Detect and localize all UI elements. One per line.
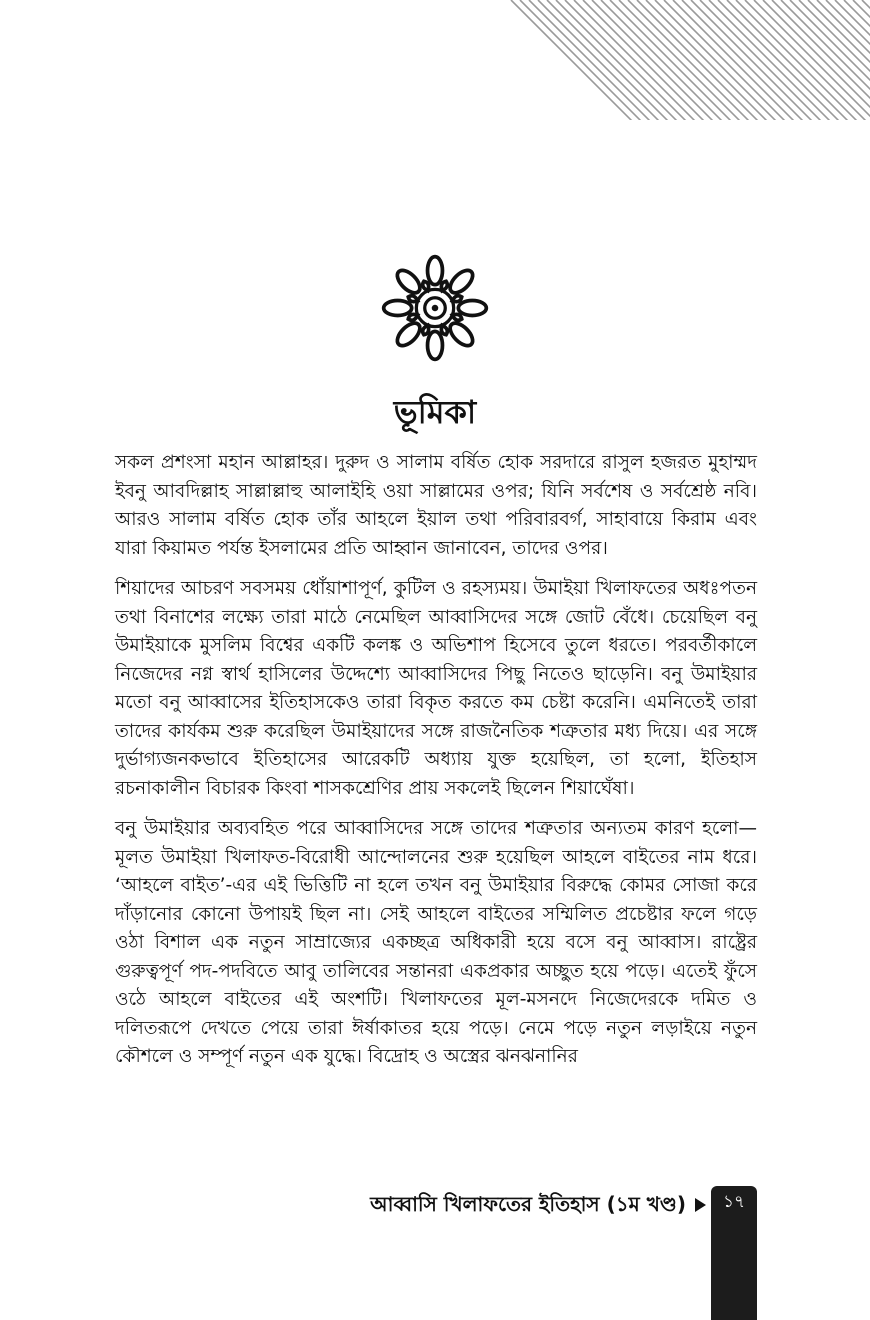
ornament-petal: [393, 266, 423, 296]
triangle-right-icon: [695, 1198, 706, 1212]
page-number: ১৭: [722, 1192, 746, 1212]
stripe-line: [484, 0, 614, 120]
floral-ornament-icon: [378, 252, 492, 364]
stripe-line: [466, 0, 596, 120]
ornament-petal: [458, 301, 486, 316]
ornament-petal: [428, 257, 443, 285]
page-number-tab: [711, 1186, 757, 1320]
paragraph-2: শিয়াদের আচরণ সবসময় ধোঁয়াশাপূর্ণ, কুটিল ও রহস্যময়। উমাইয়া খিলাফতের অধঃপতন তথা বিনাশের লক্ষ্যে তারা মাঠে নেমেছিল আব্বাসিদের সঙ্গে জোট বেঁধে। চেয়েছিল বনু উমাইয়াকে মুসলিম বিশ্বের একটি কলঙ্ক ও অভিশাপ হিসেবে তুলে ধরতে। পরবর্তীকালে নিজেদের নগ্ন স্বার্থ হাসিলের উদ্দেশ্যে আব্বাসিদের পিছু নিতেও ছাড়েনি। বনু উমাইয়ার মতো বনু আব্বাসের ইতিহাসকেও তারা বিকৃত করতে কম চেষ্টা করেনি। এমনিতেই তারা তাদের কার্যকম শুরু করেছিল উমাইয়াদের সঙ্গে রাজনৈতিক শত্রুতার মধ্য দিয়ে। এর সঙ্গে দুর্ভাগ্যজনকভাবে ইতিহাসের আরেকটি অধ্যায় যুক্ত হয়েছিল, তা হলো, ইতিহাস রচনাকালীন বিচারক কিংবা শাসকশ্রেণির প্রায় সকলেই ছিলেন শিয়াঘেঁষা।: [115, 578, 757, 799]
stripe-line: [439, 0, 569, 120]
corner-stripes-decoration: [0, 0, 870, 120]
page-title: ভূমিকা: [393, 393, 477, 431]
stripe-line: [430, 0, 560, 120]
ornament-petal: [384, 301, 412, 316]
paragraph-3: বনু উমাইয়ার অব্যবহিত পরে আব্বাসিদের সঙ্গে তাদের শত্রুতার অন্যতম কারণ হলো—মূলত উমাইয়া খিলাফত-বিরোধী আন্দোলনের শুরু হয়েছিল আহলে বাইতের নাম ধরে। ‘আহলে বাইত’-এর এই ভিত্তিটি না হলে তখন বনু উমাইয়ার বিরুদ্ধে কোমর সোজা করে দাঁড়ানোর কোনো উপায়ই ছিল না। সেই আহলে বাইতের সম্মিলিত প্রচেষ্টার ফলে গড়ে ওঠা বিশাল এক নতুন সাম্রাজ্যের একচ্ছত্র অধিকারী হয়ে বসে বনু আব্বাস। রাষ্ট্রের গুরুত্বপূর্ণ পদ-পদবিতে আবু তালিবের সন্তানরা একপ্রকার অচ্ছুত হয়ে পড়ে। এতেই ফুঁসে ওঠে আহলে বাইতের এই অংশটি। খিলাফতের মূল-মসনদে নিজেদেরকে দমিত ও দলিতরূপে দেখতে পেয়ে তারা ঈর্ষাকাতর হয়ে পড়ে। নেমে পড়ে নতুন লড়াইয়ে নতুন কৌশলে ও সম্পূর্ণ নতুন এক যুদ্ধে। বিদ্রোহ ও অস্ত্রের ঝনঝনানির: [115, 818, 757, 1067]
body-text: [115, 449, 757, 1084]
stripe-line: [475, 0, 605, 120]
stripe-line: [448, 0, 578, 120]
book-title: আব্বাসি খিলাফতের ইতিহাস (১ম খণ্ড): [370, 1192, 686, 1216]
stripe-line: [493, 0, 623, 120]
stripe-line: [457, 0, 587, 120]
ornament-petal: [428, 331, 443, 359]
paragraph-1: সকল প্রশংসা মহান আল্লাহর। দুরুদ ও সালাম বর্ষিত হোক সরদারে রাসুল হজরত মুহাম্মদ ইবনু আবদিল্লাহ সাল্লাল্লাহু আলাইহি ওয়া সাল্লামের ওপর; যিনি সর্বশেষ ও সর্বশ্রেষ্ঠ নবি। আরও সালাম বর্ষিত হোক তাঁর আহলে ইয়াল তথা পরিবারবর্গ, সাহাবায়ে কিরাম এবং যারা কিয়ামত পর্যন্ত ইসলামের প্রতি আহ্বান জানাবেন, তাদের ওপর।: [115, 452, 757, 559]
ornament-petal: [393, 319, 423, 349]
ornament-petal: [446, 319, 476, 349]
ornament-petal: [446, 266, 476, 296]
